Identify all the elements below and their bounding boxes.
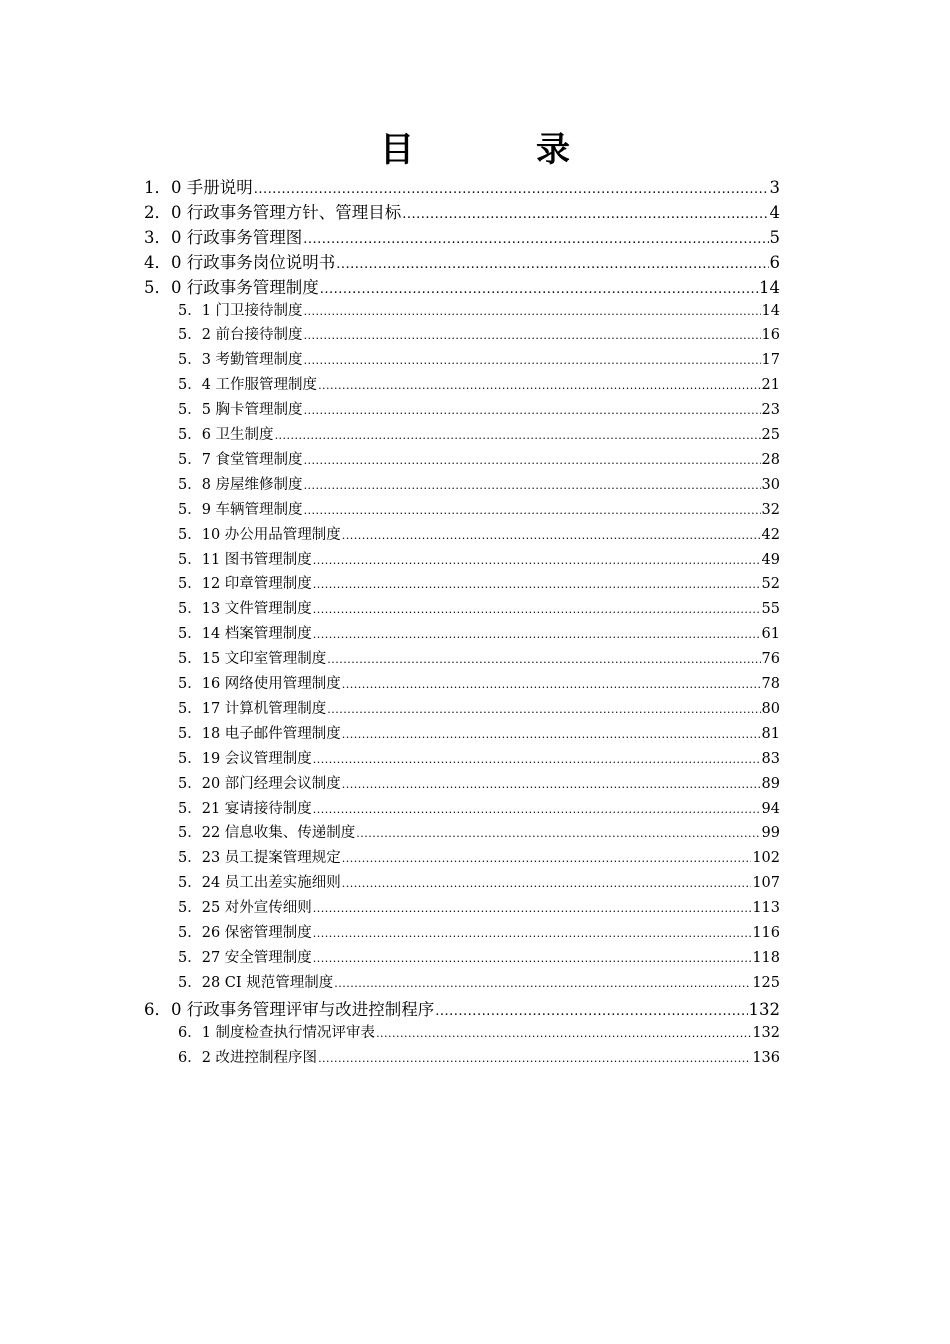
toc-entry[interactable] <box>178 697 780 722</box>
toc-dot-leader <box>334 975 751 991</box>
toc-dot-leader <box>327 701 760 717</box>
toc-dot-leader <box>254 178 769 197</box>
toc-entry-page: 116 <box>752 925 780 941</box>
toc-entry-label: 4．0 行政事务岗位说明书 <box>144 252 336 272</box>
toc-entry-label: 1．0 手册说明 <box>144 178 253 197</box>
toc-entry-label: 5．10 办公用品管理制度 <box>178 526 341 543</box>
page-title: 目 录 <box>380 130 614 170</box>
toc-entry-label: 5．13 文件管理制度 <box>178 601 312 618</box>
toc-entry-label: 5．17 计算机管理制度 <box>178 700 327 717</box>
toc-entry-label: 5．14 档案管理制度 <box>178 626 312 643</box>
toc-dot-leader <box>356 825 760 841</box>
toc-entry-page: 107 <box>752 875 780 892</box>
toc-dot-leader <box>304 452 761 468</box>
toc-entry-page: 61 <box>761 626 780 643</box>
toc-entry-page: 52 <box>761 576 780 593</box>
toc-entry-label: 5．25 对外宣传细则 <box>178 900 312 917</box>
toc-dot-leader <box>313 552 761 568</box>
toc-entry-page: 32 <box>761 501 780 518</box>
toc-entry[interactable] <box>178 896 780 921</box>
toc-entry-page: 4 <box>769 202 780 222</box>
toc-entry[interactable] <box>178 971 780 996</box>
toc-dot-leader <box>342 875 752 891</box>
toc-entry[interactable] <box>178 348 780 373</box>
toc-entry[interactable] <box>178 473 780 498</box>
toc-entry-label: 5．20 部门经理会议制度 <box>178 775 341 792</box>
toc-entry-page: 16 <box>761 327 780 344</box>
toc-entry[interactable] <box>178 846 780 871</box>
toc-entry-label: 5．18 电子邮件管理制度 <box>178 725 341 742</box>
toc-entry-page: 3 <box>769 178 780 197</box>
toc-entry[interactable] <box>178 398 780 423</box>
toc-entry[interactable] <box>178 498 780 523</box>
toc-entry-page: 125 <box>752 974 780 991</box>
toc-entry[interactable] <box>144 174 780 199</box>
toc-dot-leader <box>336 253 768 272</box>
toc-entry-page: 30 <box>761 476 780 493</box>
toc-dot-leader <box>313 925 752 941</box>
toc-entry-page: 132 <box>752 1024 780 1041</box>
toc-dot-leader <box>303 228 768 247</box>
toc-dot-leader <box>313 801 761 817</box>
toc-entry-label: 5．16 网络使用管理制度 <box>178 676 341 692</box>
toc-entry-label: 5．21 宴请接待制度 <box>178 800 312 817</box>
toc-entry-page: 17 <box>761 352 780 369</box>
toc-dot-leader <box>342 726 761 742</box>
toc-entry-page: 25 <box>761 427 780 443</box>
toc-entry-page: 76 <box>761 651 780 668</box>
toc-entry[interactable] <box>178 647 780 672</box>
toc-entry-label: 5．9 车辆管理制度 <box>178 501 303 518</box>
toc-entry-label: 5．27 安全管理制度 <box>178 949 312 966</box>
toc-entry-page: 78 <box>761 676 780 692</box>
toc-entry[interactable] <box>144 996 780 1021</box>
toc-entry-label: 6．2 改进控制程序图 <box>178 1049 318 1066</box>
toc-entry-label: 5．8 房屋维修制度 <box>178 476 303 493</box>
toc-entry[interactable] <box>178 921 780 946</box>
toc-entry[interactable] <box>178 323 780 348</box>
toc-entry[interactable] <box>178 797 780 822</box>
toc-entry-page: 132 <box>748 999 780 1019</box>
toc-entry[interactable] <box>178 597 780 622</box>
toc-dot-leader <box>313 626 761 642</box>
toc-entry[interactable] <box>178 1021 780 1046</box>
toc-entry[interactable] <box>178 423 780 448</box>
toc-entry-label: 5．19 会议管理制度 <box>178 750 312 767</box>
toc-dot-leader <box>313 900 752 916</box>
toc-entry[interactable] <box>178 572 780 597</box>
toc-entry[interactable] <box>178 747 780 772</box>
toc-entry-page: 23 <box>761 402 780 419</box>
toc-entry-page: 118 <box>752 949 780 966</box>
toc-dot-leader <box>304 502 761 518</box>
toc-entry-page: 136 <box>752 1049 780 1066</box>
toc-dot-leader <box>275 427 761 443</box>
toc-entry-label: 5．15 文印室管理制度 <box>178 651 327 668</box>
toc-dot-leader <box>313 751 761 767</box>
toc-entry-label: 5．1 门卫接待制度 <box>178 302 303 319</box>
toc-dot-leader <box>376 1025 751 1041</box>
toc-entry[interactable] <box>144 224 780 249</box>
toc-dot-leader <box>313 601 761 617</box>
toc-dot-leader <box>342 850 752 866</box>
toc-entry-page: 113 <box>752 900 780 917</box>
toc-entry-page: 14 <box>759 277 780 297</box>
toc-entry[interactable] <box>178 448 780 473</box>
toc-entry[interactable] <box>178 373 780 398</box>
toc-entry-label: 5．5 胸卡管理制度 <box>178 402 303 419</box>
toc-entry-label: 5．26 保密管理制度 <box>178 925 312 941</box>
toc-entry-page: 83 <box>761 750 780 767</box>
toc-entry-page: 99 <box>761 825 780 842</box>
toc-entry[interactable] <box>178 548 780 573</box>
toc-entry-page: 80 <box>761 700 780 717</box>
toc-entry-label: 5．0 行政事务管理制度 <box>144 277 319 297</box>
toc-entry[interactable] <box>178 722 780 747</box>
toc-entry-label: 5．4 工作服管理制度 <box>178 377 318 394</box>
toc-entry-label: 5．28 CI 规范管理制度 <box>178 974 334 991</box>
toc-entry-page: 21 <box>761 377 780 394</box>
toc-entry-label: 5．11 图书管理制度 <box>178 551 312 568</box>
toc-entry-label: 2．0 行政事务管理方针、管理目标 <box>144 202 402 222</box>
toc-entry-label: 5．12 印章管理制度 <box>178 576 312 593</box>
toc-entry-label: 6．1 制度检查执行情况评审表 <box>178 1024 376 1041</box>
toc-entry-label: 5．22 信息收集、传递制度 <box>178 825 356 842</box>
toc-dot-leader <box>318 1050 751 1066</box>
toc-dot-leader <box>304 327 761 343</box>
toc-entry-page: 102 <box>752 850 780 867</box>
toc-entry[interactable] <box>178 821 780 846</box>
toc-entry-label: 5．2 前台接待制度 <box>178 327 303 344</box>
toc-entry-page: 89 <box>761 775 780 792</box>
toc-dot-leader <box>320 278 758 297</box>
toc-entry-label: 5．7 食堂管理制度 <box>178 451 303 468</box>
toc-entry-label: 5．23 员工提案管理规定 <box>178 850 341 867</box>
toc-entry[interactable] <box>178 672 780 697</box>
toc-entry[interactable] <box>178 1046 780 1071</box>
toc-entry-page: 42 <box>761 526 780 543</box>
toc-dot-leader <box>313 950 752 966</box>
toc-entry-page: 55 <box>761 601 780 618</box>
toc-entry-label: 3．0 行政事务管理图 <box>144 227 303 247</box>
toc-entry[interactable] <box>144 249 780 274</box>
toc-dot-leader <box>402 203 768 222</box>
toc-entry-page: 49 <box>761 551 780 568</box>
toc-entry[interactable] <box>178 772 780 797</box>
toc-dot-leader <box>318 377 760 393</box>
toc-dot-leader <box>327 651 760 667</box>
toc-entry-label: 6．0 行政事务管理评审与改进控制程序 <box>144 999 435 1019</box>
toc-dot-leader <box>342 527 761 543</box>
toc-dot-leader <box>435 1000 747 1019</box>
toc-entry-page: 14 <box>761 302 780 319</box>
toc-entry-label: 5．3 考勤管理制度 <box>178 352 303 369</box>
toc-entry-label: 5．24 员工出差实施细则 <box>178 875 341 892</box>
toc-entry-label: 5．6 卫生制度 <box>178 427 274 443</box>
toc-entry-page: 6 <box>769 252 780 272</box>
toc-dot-leader <box>313 576 761 592</box>
toc-dot-leader <box>304 402 761 418</box>
toc-entry[interactable] <box>144 199 780 224</box>
toc-entry-page: 28 <box>761 451 780 468</box>
toc-dot-leader <box>304 477 761 493</box>
toc-dot-leader <box>304 352 761 368</box>
toc-entry[interactable] <box>144 274 780 299</box>
toc-dot-leader <box>304 303 761 319</box>
toc-entry-page: 81 <box>761 725 780 742</box>
toc-entry[interactable] <box>178 946 780 971</box>
toc-entry-page: 5 <box>769 227 780 247</box>
toc-dot-leader <box>342 676 761 692</box>
toc-dot-leader <box>342 776 761 792</box>
toc-entry[interactable] <box>178 622 780 647</box>
toc-entry-page: 94 <box>761 800 780 817</box>
toc-entry[interactable] <box>178 523 780 548</box>
toc-entry[interactable] <box>178 299 780 324</box>
toc-entry[interactable] <box>178 871 780 896</box>
